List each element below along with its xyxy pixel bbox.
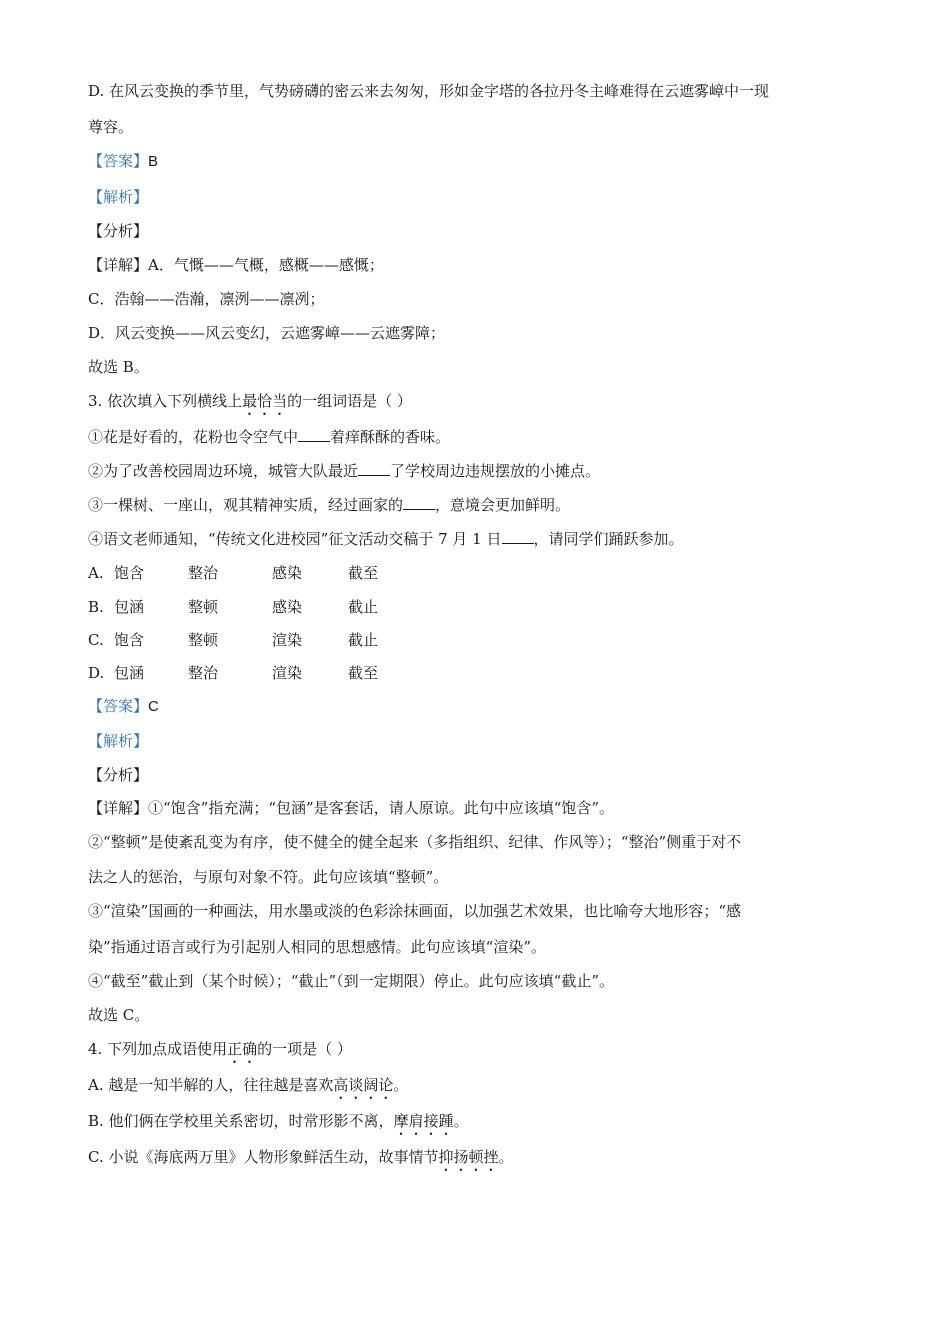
- q2-detail-c: C．浩翰——浩瀚，凛洌——凛冽；: [88, 290, 325, 308]
- q3-detail-3-line2: 染”指通过语言或行为引起别人相同的思想感情。此句应该填“渲染”。: [88, 938, 547, 956]
- q4-option-a: [88, 1074, 408, 1103]
- fill-blank: [403, 495, 435, 510]
- sentence-text: ①花是好看的，花粉也令空气中: [88, 428, 299, 446]
- detail-tag: 【详解】: [88, 799, 149, 817]
- q3-detail-2-line2: 法之人的惩治，与原句对象不符。此句应该填“整顿”。: [88, 868, 449, 886]
- q2-conclusion: 故选 B。: [88, 358, 149, 376]
- q3-stem-suffix: 的一组词语是（ ）: [287, 392, 412, 410]
- option-word-4: 截至: [348, 564, 379, 582]
- q3-answer: [88, 695, 159, 718]
- q3-sentence-2: [88, 460, 600, 482]
- option-word-3: 渲染: [272, 631, 303, 649]
- sentence-text: 着痒酥酥的香味。: [330, 428, 451, 446]
- sentence-text: 了学校周边违规摆放的小摊点。: [390, 462, 601, 480]
- option-word-3: 感染: [272, 598, 303, 616]
- q3-conclusion: 故选 C。: [88, 1006, 150, 1024]
- q2-detail-a: [88, 254, 384, 276]
- option-word-2: 整顿: [188, 598, 219, 616]
- sentence-text: ，请同学们踊跃参加。: [533, 530, 684, 548]
- option-word-3: 感染: [272, 564, 303, 582]
- option-label: B.: [88, 598, 104, 616]
- option-word-4: 截至: [348, 664, 379, 682]
- q3-option-c: [88, 629, 418, 651]
- q3-analysis-tag: 【解析】: [88, 732, 149, 750]
- q2-answer: [88, 150, 158, 173]
- option-word: 包涵: [114, 598, 145, 616]
- dotted-idiom: 高谈阔论: [333, 1076, 394, 1094]
- q3-detail-2-line1: ②“整顿”是使紊乱变为有序，使不健全的健全起来（多指组织、纪律、作风等）；“整治”侧重于对不: [88, 833, 742, 851]
- q3-detail-1: [88, 797, 614, 819]
- option-text: 。: [498, 1148, 514, 1166]
- q3-detail-4: ④“截至”截止到（某个时候）；“截止”（到一定期限）停止。此句应该填“截止”。: [88, 972, 615, 990]
- answer-tag: 【答案】: [88, 697, 149, 715]
- option-word-1: [88, 562, 188, 584]
- q2-fenxi-tag: 【分析】: [88, 222, 149, 240]
- q4-option-b: [88, 1110, 469, 1139]
- option-word-1: [88, 596, 188, 618]
- option-word-2: 整顿: [188, 631, 219, 649]
- q3-option-a: [88, 562, 418, 584]
- q3-sentence-3: [88, 494, 570, 516]
- q4-option-c: [88, 1146, 514, 1175]
- option-word-1: [88, 662, 188, 684]
- q3-option-b: [88, 596, 418, 618]
- q2-option-d-line2: 尊容。: [88, 118, 134, 136]
- option-text: C. 小说《海底两万里》人物形象鲜活生动，故事情节: [88, 1148, 439, 1166]
- dotted-idiom: 摩肩接踵: [393, 1112, 454, 1130]
- sentence-text: ②为了改善校园周边环境，城管大队最近: [88, 462, 359, 480]
- q3-detail-3-line1: ③“渲染”国画的一种画法，用水墨或淡的色彩涂抹画面，以加强艺术效果，也比喻夸大地形容；“感: [88, 902, 742, 920]
- option-text: A. 越是一知半解的人，往往越是喜欢: [88, 1076, 334, 1094]
- q3-sentence-4: [88, 528, 684, 550]
- answer-tag: 【答案】: [88, 152, 149, 170]
- option-word: 包涵: [114, 664, 145, 682]
- sentence-text: ④语文老师通知，“传统文化进校园”征文活动交稿于 7 月 1 日: [88, 530, 502, 548]
- q4-stem: [88, 1038, 352, 1067]
- option-word: 饱含: [114, 564, 145, 582]
- detail-tag: 【详解】: [88, 256, 149, 274]
- answer-value: B: [148, 153, 159, 170]
- answer-value: C: [148, 698, 159, 715]
- option-label: D.: [88, 664, 105, 682]
- fill-blank: [358, 461, 390, 476]
- detail-text: A．气慨——气概，感概——感慨；: [148, 256, 384, 274]
- q4-stem-dotted: 正确: [227, 1040, 258, 1058]
- q2-detail-d: D．风云变换——风云变幻，云遮雾嶂——云遮雾障；: [88, 324, 446, 342]
- fill-blank: [298, 427, 330, 442]
- q4-stem-suffix: 的一项是（ ）: [257, 1040, 352, 1058]
- dotted-idiom: 抑扬顿挫: [438, 1148, 499, 1166]
- q2-analysis-tag: 【解析】: [88, 188, 149, 206]
- sentence-text: ，意境会更加鲜明。: [435, 496, 571, 514]
- option-text: 。: [393, 1076, 409, 1094]
- option-label: C.: [88, 631, 104, 649]
- detail-text: ①“饱含”指充满；“包涵”是客套话，请人原谅。此句中应该填“饱含”。: [148, 799, 615, 817]
- q3-sentence-1: [88, 426, 450, 448]
- sentence-text: ③一棵树、一座山，观其精神实质，经过画家的: [88, 496, 404, 514]
- q3-option-d: [88, 662, 418, 684]
- fill-blank: [502, 529, 534, 544]
- q3-stem-prefix: 3. 依次填入下列横线上: [88, 392, 243, 410]
- q4-stem-prefix: 4. 下列加点成语使用: [88, 1040, 228, 1058]
- option-word-2: 整治: [188, 664, 219, 682]
- option-word-2: 整治: [188, 564, 219, 582]
- q3-fenxi-tag: 【分析】: [88, 766, 149, 784]
- q3-stem: [88, 390, 412, 419]
- option-text: 。: [453, 1112, 469, 1130]
- option-word-1: [88, 629, 188, 651]
- option-word-4: 截止: [348, 631, 379, 649]
- option-text: B. 他们俩在学校里关系密切，时常形影不离，: [88, 1112, 394, 1130]
- option-word-4: 截止: [348, 598, 379, 616]
- option-word: 饱含: [114, 631, 145, 649]
- q2-option-d-line1: D. 在风云变换的季节里，气势磅礴的密云来去匆匆，形如金字塔的各拉丹冬主峰难得在云遮雾嶂中一现: [88, 82, 770, 100]
- q3-stem-dotted: 最恰当: [242, 392, 288, 410]
- option-label: A.: [88, 564, 104, 582]
- option-word-3: 渲染: [272, 664, 303, 682]
